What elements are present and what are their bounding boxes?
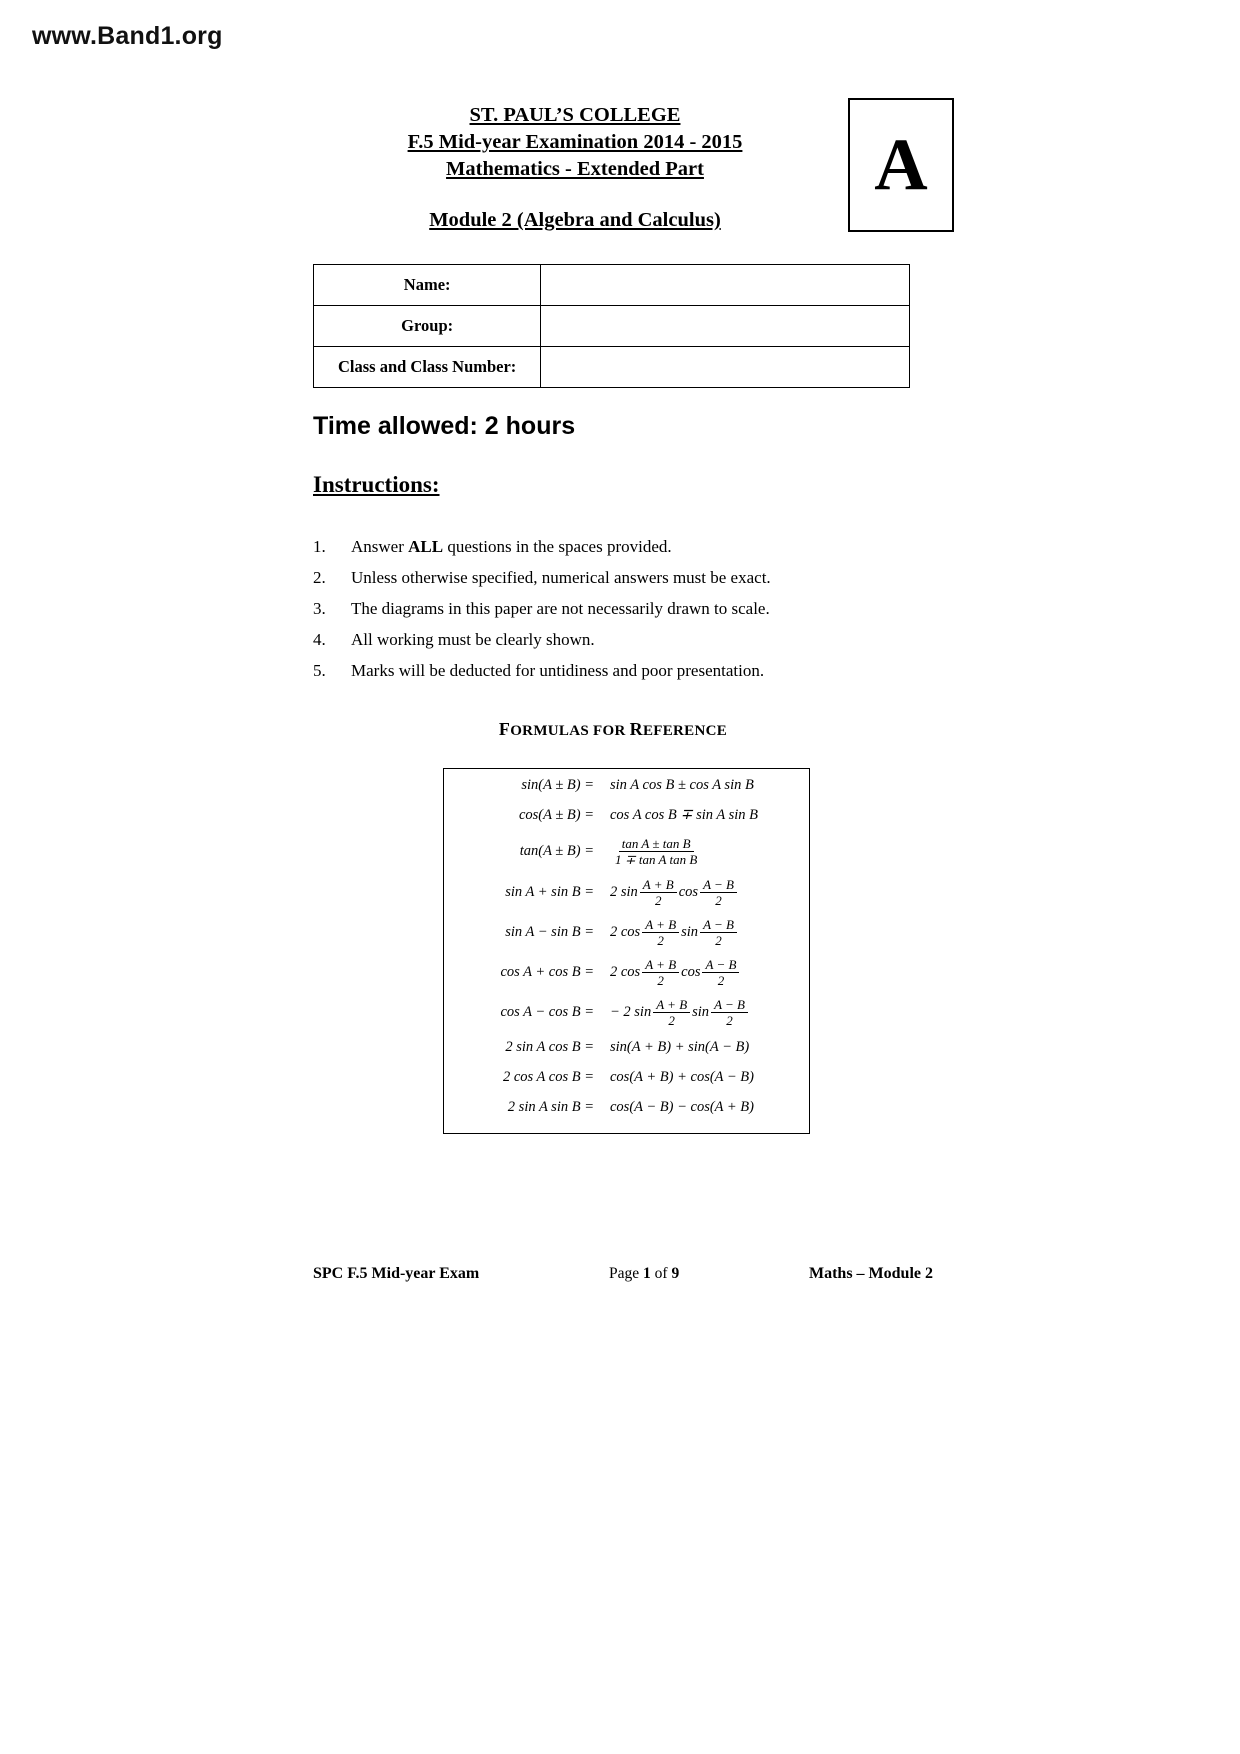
formula-row-cos-minus-cos bbox=[444, 993, 809, 1031]
fraction-denominator: 2 bbox=[715, 892, 722, 908]
fraction bbox=[640, 877, 677, 908]
fraction-numerator: A + B bbox=[640, 877, 677, 893]
formula-term: − 2 sin bbox=[610, 1003, 652, 1020]
footer-page-pre: Page bbox=[609, 1265, 644, 1282]
footer-page-number bbox=[609, 1265, 679, 1283]
name-field[interactable] bbox=[541, 265, 910, 306]
footer-page-total: 9 bbox=[671, 1265, 680, 1282]
fraction bbox=[711, 997, 748, 1028]
fraction-denominator: 2 bbox=[668, 1012, 675, 1028]
instructions-heading: Instructions: bbox=[313, 472, 440, 497]
list-item-number: 3. bbox=[313, 599, 326, 618]
footer-page-current: 1 bbox=[643, 1265, 651, 1282]
class-number-label: Class and Class Number: bbox=[314, 347, 541, 388]
fraction-denominator: 2 bbox=[655, 892, 662, 908]
fraction-denominator: 2 bbox=[715, 932, 722, 948]
formula-row-sin-minus-sin bbox=[444, 913, 809, 951]
page-footer bbox=[313, 1265, 933, 1283]
fraction-denominator: 2 bbox=[657, 932, 664, 948]
table-row bbox=[314, 306, 910, 347]
fraction-numerator: A − B bbox=[711, 997, 748, 1013]
list-item bbox=[313, 624, 933, 655]
class-number-field[interactable] bbox=[541, 347, 910, 388]
formula-lhs: tan(A ± B) = bbox=[519, 842, 594, 859]
school-name: ST. PAUL’S COLLEGE bbox=[469, 104, 681, 126]
formula-rhs bbox=[600, 917, 739, 948]
exam-header bbox=[300, 102, 850, 232]
formulas-heading bbox=[313, 719, 913, 740]
footer-page-mid: of bbox=[650, 1265, 672, 1282]
list-item bbox=[313, 531, 933, 562]
formulas-heading-ormulas-for: ORMULAS FOR bbox=[510, 723, 630, 739]
module-name: Module 2 (Algebra and Calculus) bbox=[429, 209, 721, 231]
footer-exam-label: SPC F.5 Mid-year Exam bbox=[313, 1265, 480, 1282]
list-item-text-pre: Answer bbox=[351, 537, 409, 556]
list-item bbox=[313, 593, 933, 624]
candidate-info-table bbox=[313, 264, 910, 388]
formula-lhs: 2 sin A sin B = bbox=[507, 1098, 594, 1115]
formula-lhs: sin A + sin B = bbox=[505, 883, 594, 900]
formula-term: 2 sin bbox=[610, 883, 638, 900]
paper-letter: A bbox=[874, 124, 928, 206]
formula-lhs: cos A − cos B = bbox=[500, 1003, 594, 1020]
fraction bbox=[700, 877, 737, 908]
fraction bbox=[612, 836, 700, 867]
formula-term: cos bbox=[681, 963, 701, 980]
formula-rhs: cos(A − B) − cos(A + B) bbox=[610, 1098, 754, 1115]
fraction-numerator: A − B bbox=[700, 917, 737, 933]
list-item-text-post: questions in the spaces provided. bbox=[443, 537, 672, 556]
formula-row-cos-plus-cos bbox=[444, 953, 809, 991]
list-item-number: 1. bbox=[313, 537, 326, 556]
list-item-text-bold: ALL bbox=[408, 537, 444, 556]
exam-name: F.5 Mid-year Examination 2014 - 2015 bbox=[407, 131, 743, 153]
list-item-text: Marks will be deducted for untidiness and poor presentation. bbox=[351, 661, 765, 680]
footer-subject-label: Maths – Module 2 bbox=[809, 1265, 933, 1282]
formula-term: 2 cos bbox=[610, 923, 641, 940]
fraction bbox=[642, 917, 679, 948]
table-row bbox=[314, 347, 910, 388]
formula-term: sin bbox=[681, 923, 699, 940]
formula-row-cos-sum bbox=[444, 801, 809, 829]
fraction-numerator: A + B bbox=[653, 997, 690, 1013]
formula-row-2sinAsinB bbox=[444, 1093, 809, 1121]
formula-row-tan-sum bbox=[444, 831, 809, 871]
fraction-denominator: 2 bbox=[657, 972, 664, 988]
time-allowed-text: Time allowed: 2 hours bbox=[313, 412, 576, 440]
list-item-text: The diagrams in this paper are not necessarily drawn to scale. bbox=[351, 599, 770, 618]
formula-lhs: 2 sin A cos B = bbox=[505, 1038, 594, 1055]
formula-rhs: sin A cos B ± cos A sin B bbox=[610, 776, 754, 793]
fraction bbox=[702, 957, 739, 988]
group-label: Group: bbox=[314, 306, 541, 347]
formula-rhs: cos A cos B ∓ sin A sin B bbox=[610, 806, 759, 823]
formula-rhs: cos(A + B) + cos(A − B) bbox=[610, 1068, 754, 1085]
formula-rhs bbox=[600, 877, 739, 908]
formula-lhs: cos A + cos B = bbox=[500, 963, 594, 980]
formulas-box bbox=[443, 768, 810, 1134]
formula-term: sin bbox=[692, 1003, 710, 1020]
formula-lhs: sin(A ± B) = bbox=[521, 776, 594, 793]
formula-rhs bbox=[600, 997, 750, 1028]
list-item-text: Unless otherwise specified, numerical answers must be exact. bbox=[351, 568, 771, 587]
subject-name: Mathematics - Extended Part bbox=[446, 158, 704, 180]
list-item-text: All working must be clearly shown. bbox=[351, 630, 595, 649]
list-item-number: 4. bbox=[313, 630, 326, 649]
fraction bbox=[653, 997, 690, 1028]
formula-lhs: 2 cos A cos B = bbox=[502, 1068, 594, 1085]
formula-row-2sinAcosB bbox=[444, 1033, 809, 1061]
fraction-denominator: 2 bbox=[726, 1012, 733, 1028]
group-field[interactable] bbox=[541, 306, 910, 347]
formula-term: cos bbox=[678, 883, 699, 900]
formula-rhs: sin(A + B) + sin(A − B) bbox=[610, 1038, 750, 1055]
fraction-denominator: 1 ∓ tan A tan B bbox=[615, 851, 698, 867]
site-watermark: www.Band1.org bbox=[32, 22, 223, 50]
fraction-numerator: A + B bbox=[642, 957, 679, 973]
formula-lhs: sin A − sin B = bbox=[505, 923, 594, 940]
list-item-text bbox=[351, 531, 672, 562]
list-item-number: 2. bbox=[313, 568, 326, 587]
paper-letter-box bbox=[848, 98, 954, 232]
formula-row-2cosAcosB bbox=[444, 1063, 809, 1091]
formula-term: 2 cos bbox=[610, 963, 641, 980]
fraction bbox=[642, 957, 679, 988]
fraction-denominator: 2 bbox=[717, 972, 725, 988]
fraction-numerator: A − B bbox=[702, 957, 739, 973]
formula-row-sin-plus-sin bbox=[444, 873, 809, 911]
fraction bbox=[700, 917, 737, 948]
list-item-number: 5. bbox=[313, 661, 326, 680]
formula-rhs bbox=[600, 957, 741, 988]
formulas-heading-f: F bbox=[498, 719, 511, 739]
list-item bbox=[313, 655, 933, 686]
fraction-numerator: tan A ± tan B bbox=[619, 836, 694, 852]
formula-row-sin-sum bbox=[444, 771, 809, 799]
formulas-heading-eference: EFERENCE bbox=[642, 723, 728, 739]
instructions-list bbox=[313, 531, 933, 686]
formula-lhs: cos(A ± B) = bbox=[518, 806, 594, 823]
formulas-heading-r: R bbox=[629, 719, 643, 739]
formula-rhs bbox=[600, 836, 702, 867]
list-item bbox=[313, 562, 933, 593]
table-row bbox=[314, 265, 910, 306]
fraction-numerator: A + B bbox=[642, 917, 679, 933]
fraction-numerator: A − B bbox=[700, 877, 737, 893]
name-label: Name: bbox=[314, 265, 541, 306]
